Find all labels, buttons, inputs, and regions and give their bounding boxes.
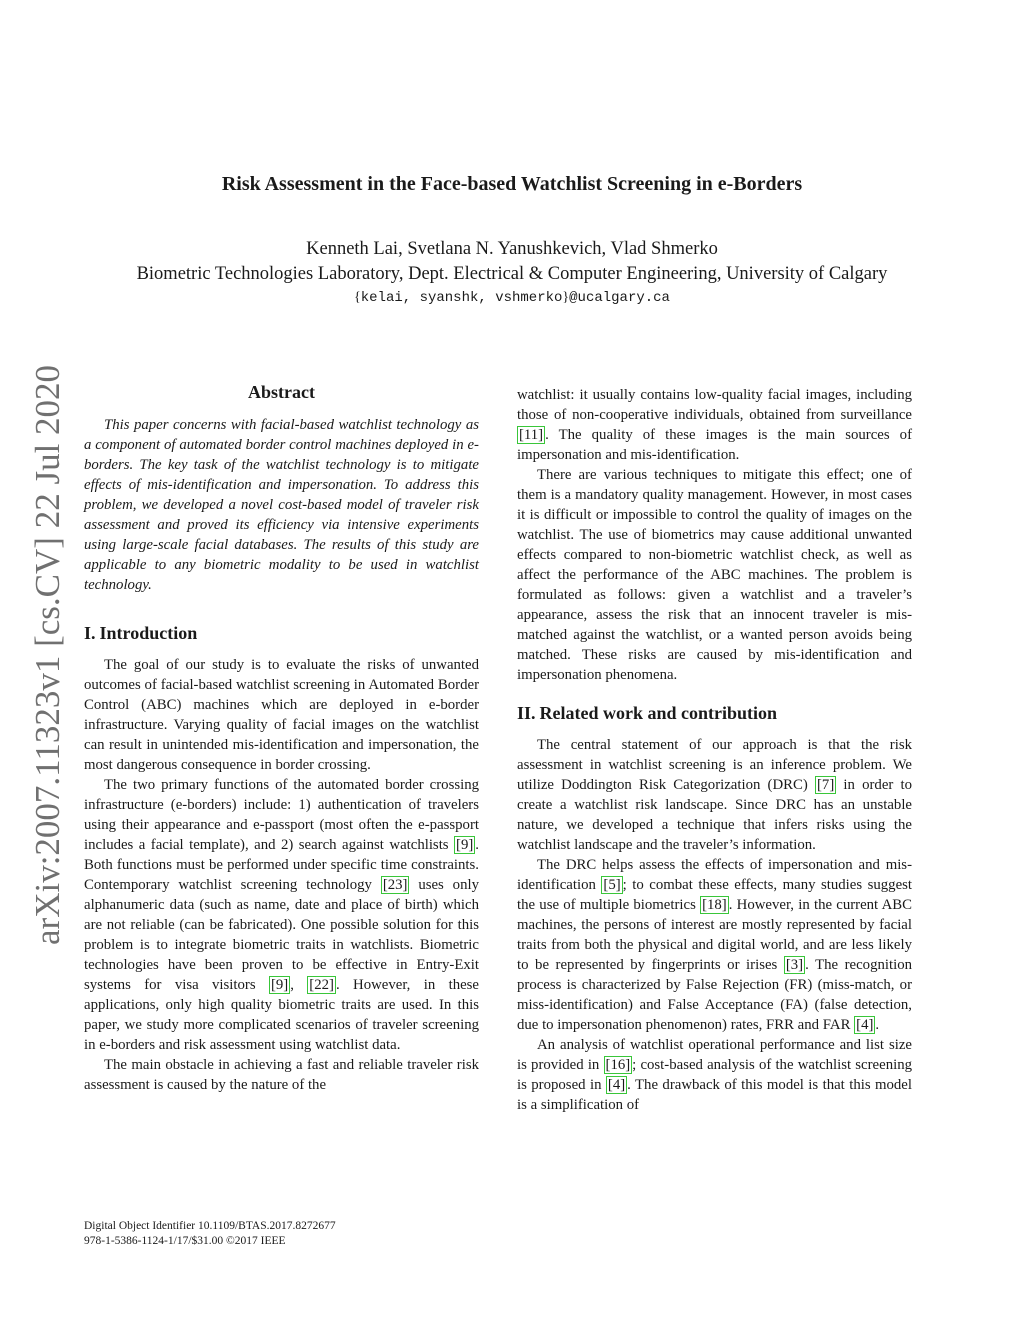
text-run: watchlist: it usually contains low-quality facial images, including those of non-cooperative individuals, obtained from surveillance bbox=[517, 387, 912, 423]
arxiv-stamp: arXiv:2007.11323v1 [cs.CV] 22 Jul 2020 bbox=[28, 364, 67, 945]
section-heading-introduction bbox=[84, 623, 479, 643]
citation-link[interactable]: [3] bbox=[785, 957, 804, 973]
text-run: uses only alphanumeric data (such as name, date and place of birth) which are not reliable (can be fabricated). One possible solution for this problem is to integrate biometric traits in watchlists. Biometric technologies have been proven to be effective in Entry-Exit systems for visa visitors bbox=[84, 877, 479, 993]
paragraph-mitigation: There are various techniques to mitigate this effect; one of them is a mandatory quality management. However, in most cases it is difficult or impossible to control the quality of images on the watchlist. The use of biometrics may cause additional unwanted effects compared to non-biometric watchlist check, as well as affect the performance of the ABC machines. The problem is formulated as follows: given a watchlist and a traveler’s appearance, assess the risk that an innocent traveler is mis-matched against the watchlist, or a wanted person avoids being matched. These risks are caused by mis-identification and impersonation phenomena. bbox=[517, 467, 912, 683]
section-number: I. bbox=[84, 623, 96, 643]
section-heading-related-work bbox=[517, 703, 912, 723]
text-run: . The quality of these images is the main sources of impersonation and mis-identification. bbox=[517, 427, 912, 463]
text-run: . The recognition process is characterized by False Rejection (FR) (miss-match, or miss-identification) and False Acceptance (FA) (false detection, due to impersonation phenomenon) rates, FRR and FAR bbox=[517, 957, 912, 1033]
email-close-brace: } bbox=[562, 290, 570, 305]
citation-link[interactable]: [22] bbox=[309, 977, 334, 993]
author-list: Kenneth Lai, Svetlana N. Yanushkevich, Vlad Shmerko bbox=[306, 239, 718, 259]
citation-link[interactable]: [5] bbox=[603, 877, 621, 893]
affiliation: Biometric Technologies Laboratory, Dept. Electrical & Computer Engineering, University of Calgary bbox=[136, 264, 888, 284]
intro-paragraph-1: The goal of our study is to evaluate the risks of unwanted outcomes of facial-based watchlist screening in Automated Border Control (ABC) machines which are deployed in e-border infrastructure. Varying quality of facial images on the watchlist can result in unintended mis-identification and impersonation, the most dangerous consequence in border crossing. bbox=[84, 657, 479, 773]
text-run: ; to combat these effects, many studies suggest the use of multiple biometrics bbox=[517, 877, 913, 913]
citation-link[interactable]: [11] bbox=[519, 427, 544, 443]
text-run: An analysis of watchlist operational performance and list size is provided in bbox=[517, 1037, 912, 1073]
citation-link[interactable]: [4] bbox=[607, 1077, 626, 1093]
text-run: ; cost-based analysis of the watchlist screening is proposed in bbox=[517, 1057, 912, 1093]
citation-link[interactable]: [23] bbox=[382, 877, 408, 893]
citation-link[interactable]: [9] bbox=[270, 977, 289, 993]
section-title: Introduction bbox=[99, 623, 198, 643]
related-paragraph-2 bbox=[517, 855, 912, 1035]
citation-link[interactable]: [18] bbox=[702, 897, 727, 913]
section-number: II. bbox=[517, 703, 536, 723]
paragraph-continued bbox=[517, 385, 912, 465]
citation-link[interactable]: [9] bbox=[456, 837, 474, 853]
citation-link[interactable]: [7] bbox=[817, 777, 835, 793]
left-column bbox=[84, 382, 479, 1095]
abstract-text: This paper concerns with facial-based watchlist technology as a component of automated border control machines deployed in e-borders. The key task of the watchlist technology is to mitigate effects of mis-identification and impersonation. To address this problem, we developed a novel cost-based model of traveler risk assessment and proved its efficiency via intensive experiments using large-scale facial databases. The results of this study are applicable to any biometric modality to be used in watchlist technology. bbox=[84, 417, 479, 593]
doi-line: Digital Object Identifier 10.1109/BTAS.2017.8272677 bbox=[84, 1220, 336, 1232]
author-emails bbox=[0, 290, 1024, 306]
intro-paragraph-2 bbox=[84, 775, 479, 1055]
text-run: . Both functions must be performed under specific time constraints. Contemporary watchlist screening technology bbox=[84, 837, 479, 893]
text-run: . bbox=[875, 1017, 880, 1033]
page-footer bbox=[84, 1219, 336, 1249]
paper-title: Risk Assessment in the Face-based Watchlist Screening in e-Borders bbox=[221, 173, 803, 195]
text-run: in order to create a watchlist risk landscape. Since DRC has an unstable nature, we developed a technique that infers risks using the watchlist landscape and the traveler’s information. bbox=[517, 777, 912, 853]
text-run: . However, in the current ABC machines, the persons of interest are mostly represented by facial traits from both the physical and digital world, and are less likely to be represented by fingerprints or irises bbox=[517, 897, 912, 973]
email-open-brace: { bbox=[354, 290, 361, 305]
text-run: , bbox=[290, 977, 308, 993]
text-run: . The drawback of this model is that this model is a simplification of bbox=[517, 1077, 912, 1113]
text-run: The two primary functions of the automated border crossing infrastructure (e-borders) include: 1) authentication of travelers using their appearance and e-passport (most often the e-passport includes a facial template), and 2) search against watchlists bbox=[84, 777, 479, 853]
right-column bbox=[517, 385, 912, 1115]
citation-link[interactable]: [4] bbox=[856, 1017, 874, 1033]
related-paragraph-1 bbox=[517, 735, 912, 855]
email-domain: @ucalgary.ca bbox=[569, 290, 670, 306]
text-run: The central statement of our approach is that the risk assessment in watchlist screening is an inference problem. We utilize Doddington Risk Categorization (DRC) bbox=[517, 737, 912, 793]
text-run: . However, in these applications, only high quality biometric traits are used. In this paper, we study more complicated scenarios of traveler screening in e-borders and risk assessment using watchlist data. bbox=[84, 977, 479, 1053]
citation-link[interactable]: [16] bbox=[605, 1057, 631, 1073]
copyright-line: 978-1-5386-1124-1/17/$31.00 ©2017 IEEE bbox=[84, 1235, 286, 1247]
text-run: The DRC helps assess the effects of impersonation and mis-identification bbox=[517, 857, 912, 893]
related-paragraph-3 bbox=[517, 1035, 912, 1115]
email-users: kelai, syanshk, vshmerko bbox=[360, 290, 563, 306]
abstract-heading: Abstract bbox=[248, 382, 315, 402]
intro-paragraph-3: The main obstacle in achieving a fast and reliable traveler risk assessment is caused by the nature of the bbox=[84, 1057, 479, 1093]
section-title: Related work and contribution bbox=[539, 703, 778, 723]
